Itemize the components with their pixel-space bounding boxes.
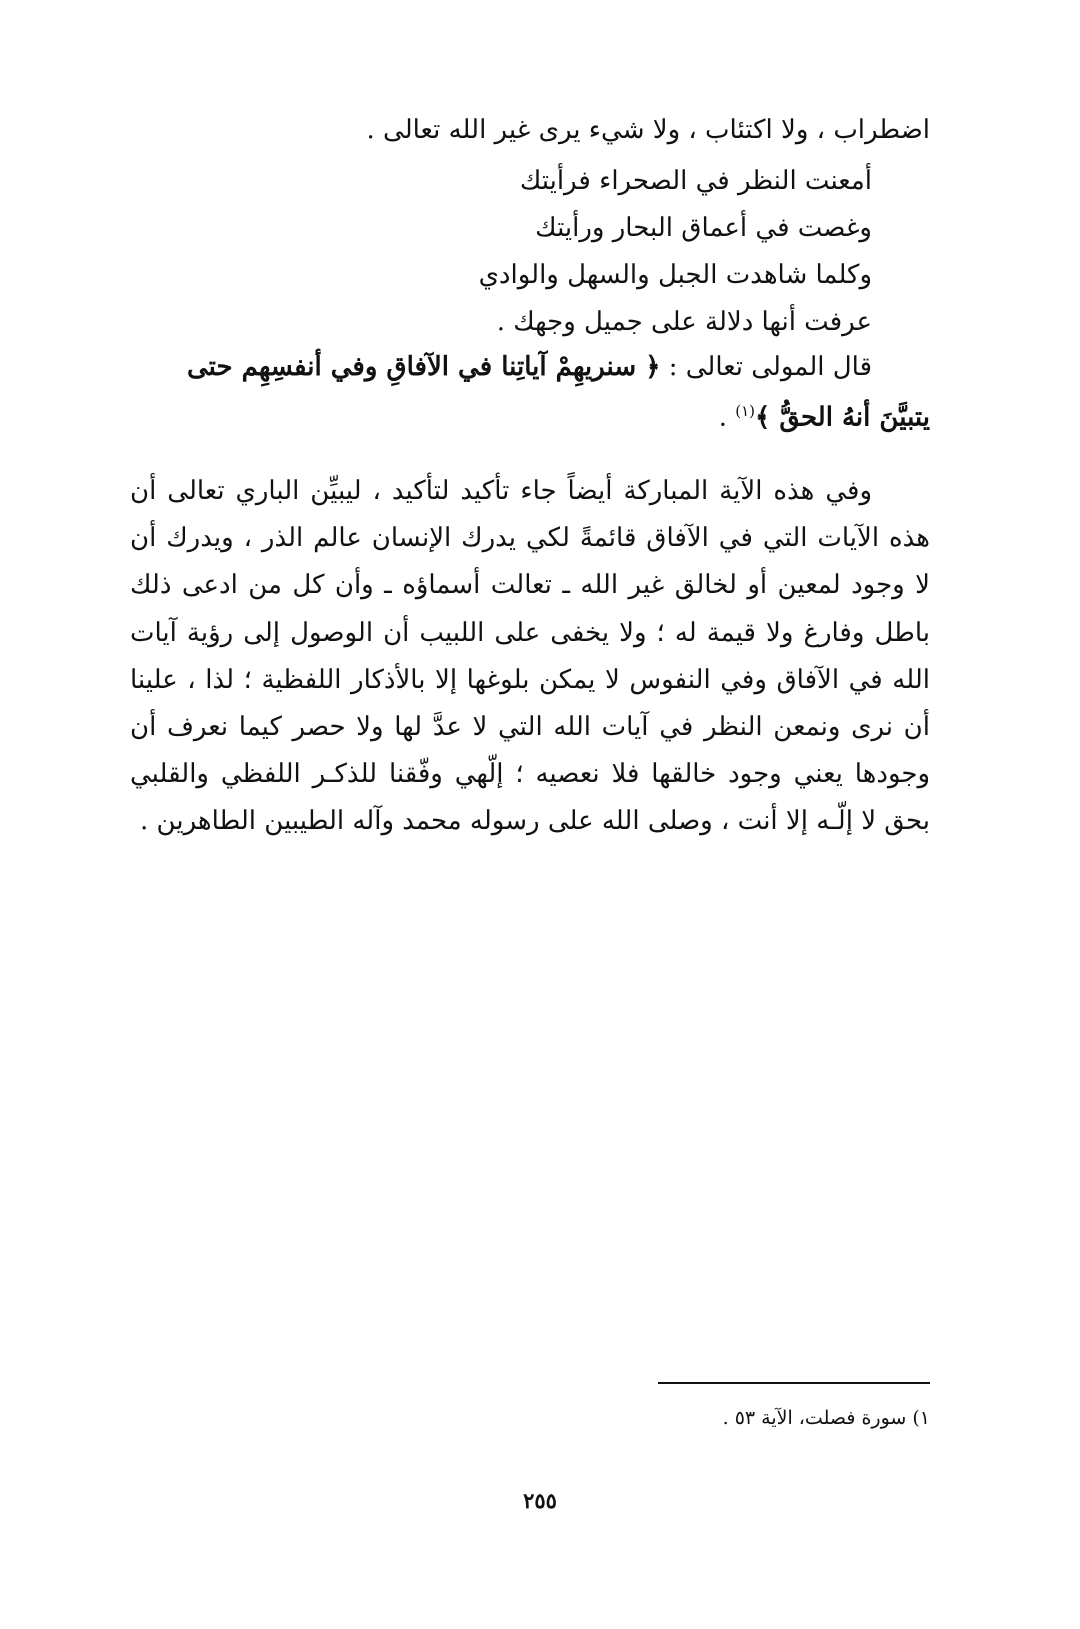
footnote-reference: (١) — [735, 402, 756, 420]
poem — [479, 158, 872, 346]
opening-line: اضطراب ، ولا اكتئاب ، ولا شيء يرى غير الله تعالى . — [366, 115, 930, 145]
quran-verse-paragraph — [130, 345, 930, 440]
verse-end: . — [718, 402, 736, 433]
footnote-divider — [658, 1382, 930, 1384]
poem-line: وغصت في أعماق البحار ورأيتك — [535, 213, 872, 243]
poem-line: عرفت أنها دلالة على جميل وجهك . — [496, 307, 872, 337]
footnote: ١) سورة فصلت، الآية ٥٣ . — [722, 1407, 930, 1429]
page-number: ٢٥٥ — [523, 1488, 557, 1513]
commentary-paragraph: وفي هذه الآية المباركة أيضاً جاء تأكيد لتأكيد ، ليبيِّن الباري تعالى أن هذه الآيات التي في الآفاق قائمةً لكي يدرك الإنسان عالم الذر ، ويدرك أن لا وجود لمعين أو لخالق غير الله ـ تعالت أسماؤه ـ وأن كل من ادعى ذلك باطل وفارغ ولا قيمة له ؛ ولا يخفى على اللبيب أن الوصول إلى رؤية آيات الله في الآفاق وفي النفوس لا يمكن بلوغها إلا بالأذكار اللفظية ؛ لذا ، علينا أن نرى ونمعن النظر في آيات الله التي لا عدَّ لها ولا حصر كيما نعرف أن وجودها يعني وجود خالقها فلا نعصيه ؛ إلّهي وفّقنا للذكـر اللفظي والقلبي بحق لا إلّـه إلا أنت ، وصلى الله على رسوله محمد وآله الطيبين الطاهرين . — [130, 476, 930, 837]
poem-line: أمعنت النظر في الصحراء فرأيتك — [519, 166, 872, 196]
quran-verse: ﴿ سنريهِمْ آياتِنا في الآفاقِ وفي أنفسِهِم حتى يتبيَّنَ أنهُ الحقُّ ﴾ — [186, 352, 930, 433]
verse-intro: قال المولى تعالى : — [660, 352, 872, 382]
poem-line: وكلما شاهدت الجبل والسهل والوادي — [478, 260, 872, 290]
